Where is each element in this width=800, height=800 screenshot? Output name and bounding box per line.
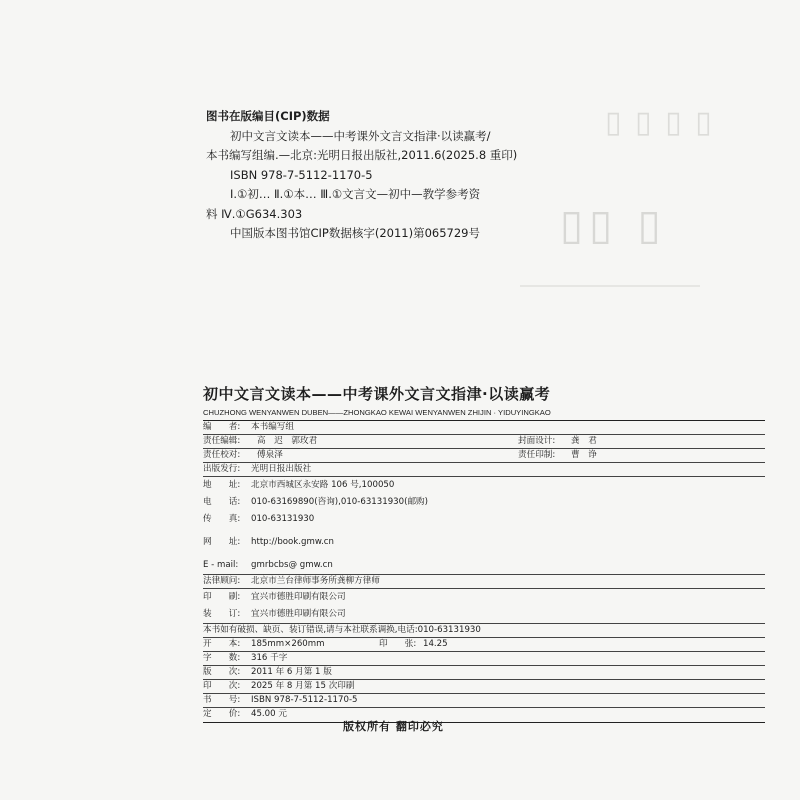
label: 印 刷:: [203, 592, 241, 602]
label: 字 数:: [203, 653, 241, 663]
value: 北京市西城区永安路 106 号,100050: [251, 480, 395, 490]
label: 版 次:: [203, 667, 241, 677]
value: 本书如有破损、缺页、装订错误,请与本社联系调换,电话:010-63131930: [203, 625, 481, 635]
value: 光明日报出版社: [251, 464, 312, 474]
info-row-printer: [203, 589, 765, 606]
info-row-phone: [203, 494, 765, 511]
label: 地 址:: [203, 480, 241, 490]
info-row-address: [203, 477, 765, 494]
cip-line: ISBN 978-7-5112-1170-5: [230, 167, 373, 182]
cip-block: [206, 107, 517, 244]
info-row-impression: [203, 680, 765, 693]
value: 龚 君: [571, 436, 597, 446]
label: 网 址:: [203, 537, 241, 547]
info-row-binder: [203, 606, 765, 623]
divider: [203, 722, 765, 723]
label: E - mail:: [203, 560, 239, 570]
value: 2011 年 6 月第 1 版: [251, 667, 332, 677]
label: 责任印制:: [518, 450, 556, 460]
info-row-responsible-editor: [203, 435, 765, 448]
info-row-publisher: [203, 463, 765, 476]
value: 宜兴市德胜印刷有限公司: [251, 592, 346, 602]
value: ISBN 978-7-5112-1170-5: [251, 695, 358, 705]
value: 2025 年 8 月第 15 次印刷: [251, 681, 355, 691]
label: 书 号:: [203, 695, 241, 705]
value: 185mm×260mm: [251, 639, 325, 649]
label: 责任编辑:: [203, 436, 241, 446]
label: 定 价:: [203, 709, 241, 719]
publication-info: [203, 383, 765, 723]
info-row-editor: [203, 421, 765, 434]
label: 印 次:: [203, 681, 241, 691]
info-row-fax: [203, 511, 765, 528]
value: 本书编写组: [251, 422, 294, 432]
cip-line: 本书编写组编.—北京:光明日报出版社,2011.6(2025.8 重印): [206, 148, 518, 162]
value: 傅泉泽: [257, 450, 283, 460]
info-row-price: [203, 708, 765, 721]
value: 010-63169890(咨询),010-63131930(邮购): [251, 497, 429, 507]
label: 开 本:: [203, 639, 241, 649]
website-link[interactable]: http://book.gmw.cn: [251, 537, 334, 547]
cip-title: 图书在版编目(CIP)数据: [206, 109, 330, 123]
label: 传 真:: [203, 514, 241, 524]
label: 法律顾问:: [203, 576, 241, 586]
email-link[interactable]: gmrbcbs@ gmw.cn: [251, 560, 333, 570]
info-row-words: [203, 652, 765, 665]
label: 责任校对:: [203, 450, 241, 460]
book-title: 初中文言文读本——中考课外文言文指津·以读赢考: [203, 385, 551, 403]
info-row-legal: [203, 575, 765, 588]
book-title-pinyin: CHUZHONG WENYANWEN DUBEN——ZHONGKAO KEWAI WENYANWEN ZHIJIN · YIDUYINGKAO: [203, 408, 551, 417]
info-row-size: [203, 638, 765, 651]
label: 出版发行:: [203, 464, 241, 474]
value: 45.00 元: [251, 709, 287, 719]
info-row-isbn: [203, 694, 765, 707]
cip-line: Ⅰ.①初… Ⅱ.①本… Ⅲ.①文言文—初中—教学参考资: [230, 187, 481, 201]
show-through-mark: ▯ ▯ ▯ ▯: [605, 105, 714, 140]
label: 印 张:: [379, 639, 417, 649]
show-through-mark: [520, 285, 700, 287]
value: 高 迟 郭玫君: [257, 436, 318, 446]
label: 编 者:: [203, 422, 241, 432]
value: 316 千字: [251, 653, 288, 663]
value: 14.25: [423, 639, 448, 649]
cip-line: 初中文言文读本——中考课外文言文指津·以读赢考/: [230, 128, 491, 143]
rights-notice: 版权所有 翻印必究: [343, 720, 444, 733]
info-row-edition: [203, 666, 765, 679]
cip-line: 中国版本图书馆CIP数据核字(2011)第065729号: [230, 226, 480, 240]
value: 宜兴市德胜印刷有限公司: [251, 609, 346, 619]
label: 装 订:: [203, 609, 241, 619]
info-row-email: [203, 557, 765, 574]
cip-line: 料 Ⅳ.①G634.303: [206, 206, 303, 221]
show-through-mark: ▯▯ ▯: [560, 200, 667, 249]
info-row-website: [203, 534, 765, 551]
label: 电 话:: [203, 497, 241, 507]
value: 010-63131930: [251, 514, 315, 524]
value: 曹 诤: [571, 450, 597, 460]
defect-notice: [203, 624, 765, 637]
label: 封面设计:: [518, 436, 556, 446]
info-row-proofreader: [203, 449, 765, 462]
value: 北京市兰台律师事务所龚柳方律师: [251, 576, 380, 586]
